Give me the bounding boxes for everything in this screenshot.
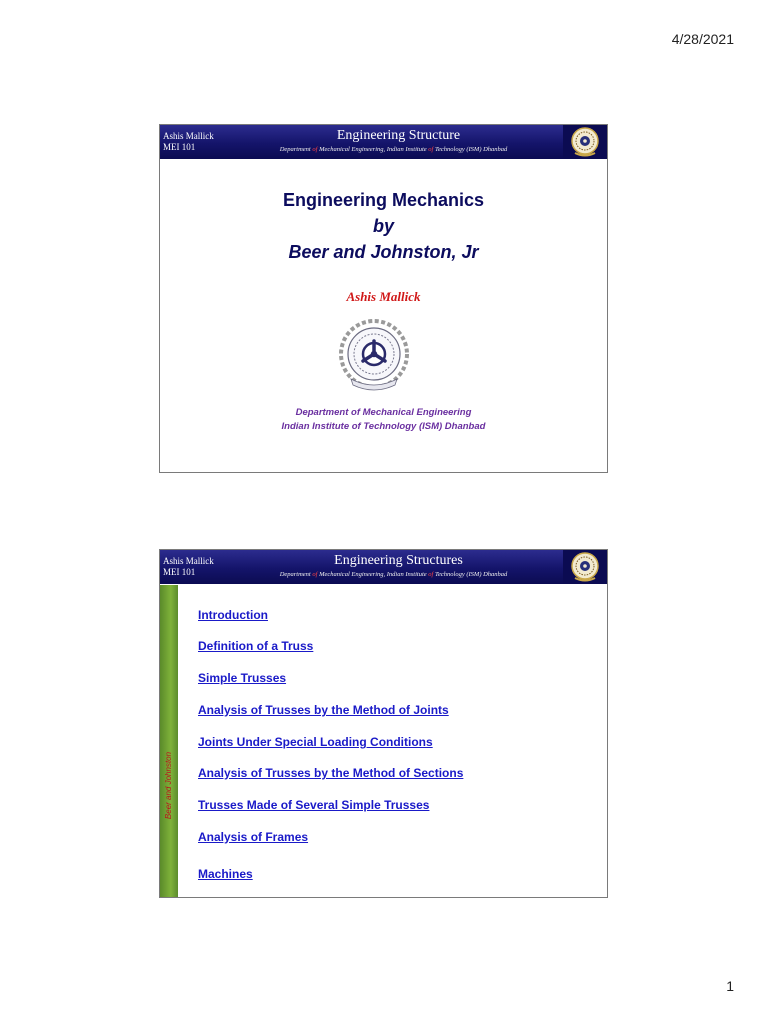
toc-link-introduction[interactable]: Introduction: [198, 608, 268, 622]
page-number: 1: [726, 978, 734, 994]
dept-part: Department: [279, 146, 313, 153]
header-author: Ashis Mallick: [163, 556, 214, 566]
header-logo: [563, 125, 607, 159]
title-line-2: by: [372, 216, 394, 236]
header-title: Engineering Structures: [334, 553, 463, 568]
dept-of: of: [312, 571, 318, 578]
header-course: MEI 101: [163, 142, 196, 152]
slide-header: [160, 125, 607, 159]
speaker-name: Ashis Mallick: [346, 289, 421, 304]
dept-part: Mechanical Engineering, Indian Institute: [317, 146, 429, 153]
dept-part: Mechanical Engineering, Indian Institute: [317, 571, 429, 578]
toc-link-machines[interactable]: Machines: [198, 867, 253, 881]
toc-link-method-of-sections[interactable]: Analysis of Trusses by the Method of Sections: [198, 766, 464, 780]
toc-link-definition-of-truss[interactable]: Definition of a Truss: [198, 639, 314, 653]
slide-header: [160, 550, 607, 584]
dept-part: Technology (ISM) Dhanbad: [433, 571, 508, 578]
institute-line: Indian Institute of Technology (ISM) Dhanbad: [281, 421, 486, 432]
institute-emblem-icon: [563, 125, 607, 159]
slide-2: [159, 549, 608, 898]
toc-link-analysis-of-frames[interactable]: Analysis of Frames: [198, 830, 309, 844]
toc-link-method-of-joints[interactable]: Analysis of Trusses by the Method of Joints: [198, 703, 449, 717]
dept-part: Department: [279, 571, 313, 578]
institute-emblem-icon: [563, 550, 607, 584]
green-sidebar: [160, 585, 178, 897]
department-info: [160, 406, 607, 434]
toc-link-special-loading[interactable]: Joints Under Special Loading Conditions: [198, 735, 433, 749]
header-department: [220, 571, 567, 578]
sidebar-label: Beer and Johnston: [164, 751, 174, 819]
header-department: [220, 146, 567, 153]
main-title: [160, 187, 607, 265]
dept-of: of: [428, 571, 434, 578]
header-course: MEI 101: [163, 567, 196, 577]
title-line-1: Engineering Mechanics: [282, 190, 485, 210]
header-logo: [563, 550, 607, 584]
header-author: Ashis Mallick: [163, 131, 214, 141]
department-line: Department of Mechanical Engineering: [295, 407, 472, 418]
institute-emblem-icon: [335, 317, 413, 395]
dept-of: of: [428, 146, 434, 153]
slide-1: [159, 124, 608, 473]
title-line-3: Beer and Johnston, Jr: [288, 242, 479, 262]
sidebar-label-wrap: [161, 735, 177, 835]
toc-link-simple-trusses[interactable]: Simple Trusses: [198, 671, 287, 685]
toc-link-several-simple-trusses[interactable]: Trusses Made of Several Simple Trusses: [198, 798, 430, 812]
print-date: 4/28/2021: [671, 31, 734, 47]
dept-part: Technology (ISM) Dhanbad: [433, 146, 508, 153]
dept-of: of: [312, 146, 318, 153]
header-title: Engineering Structure: [336, 128, 461, 143]
